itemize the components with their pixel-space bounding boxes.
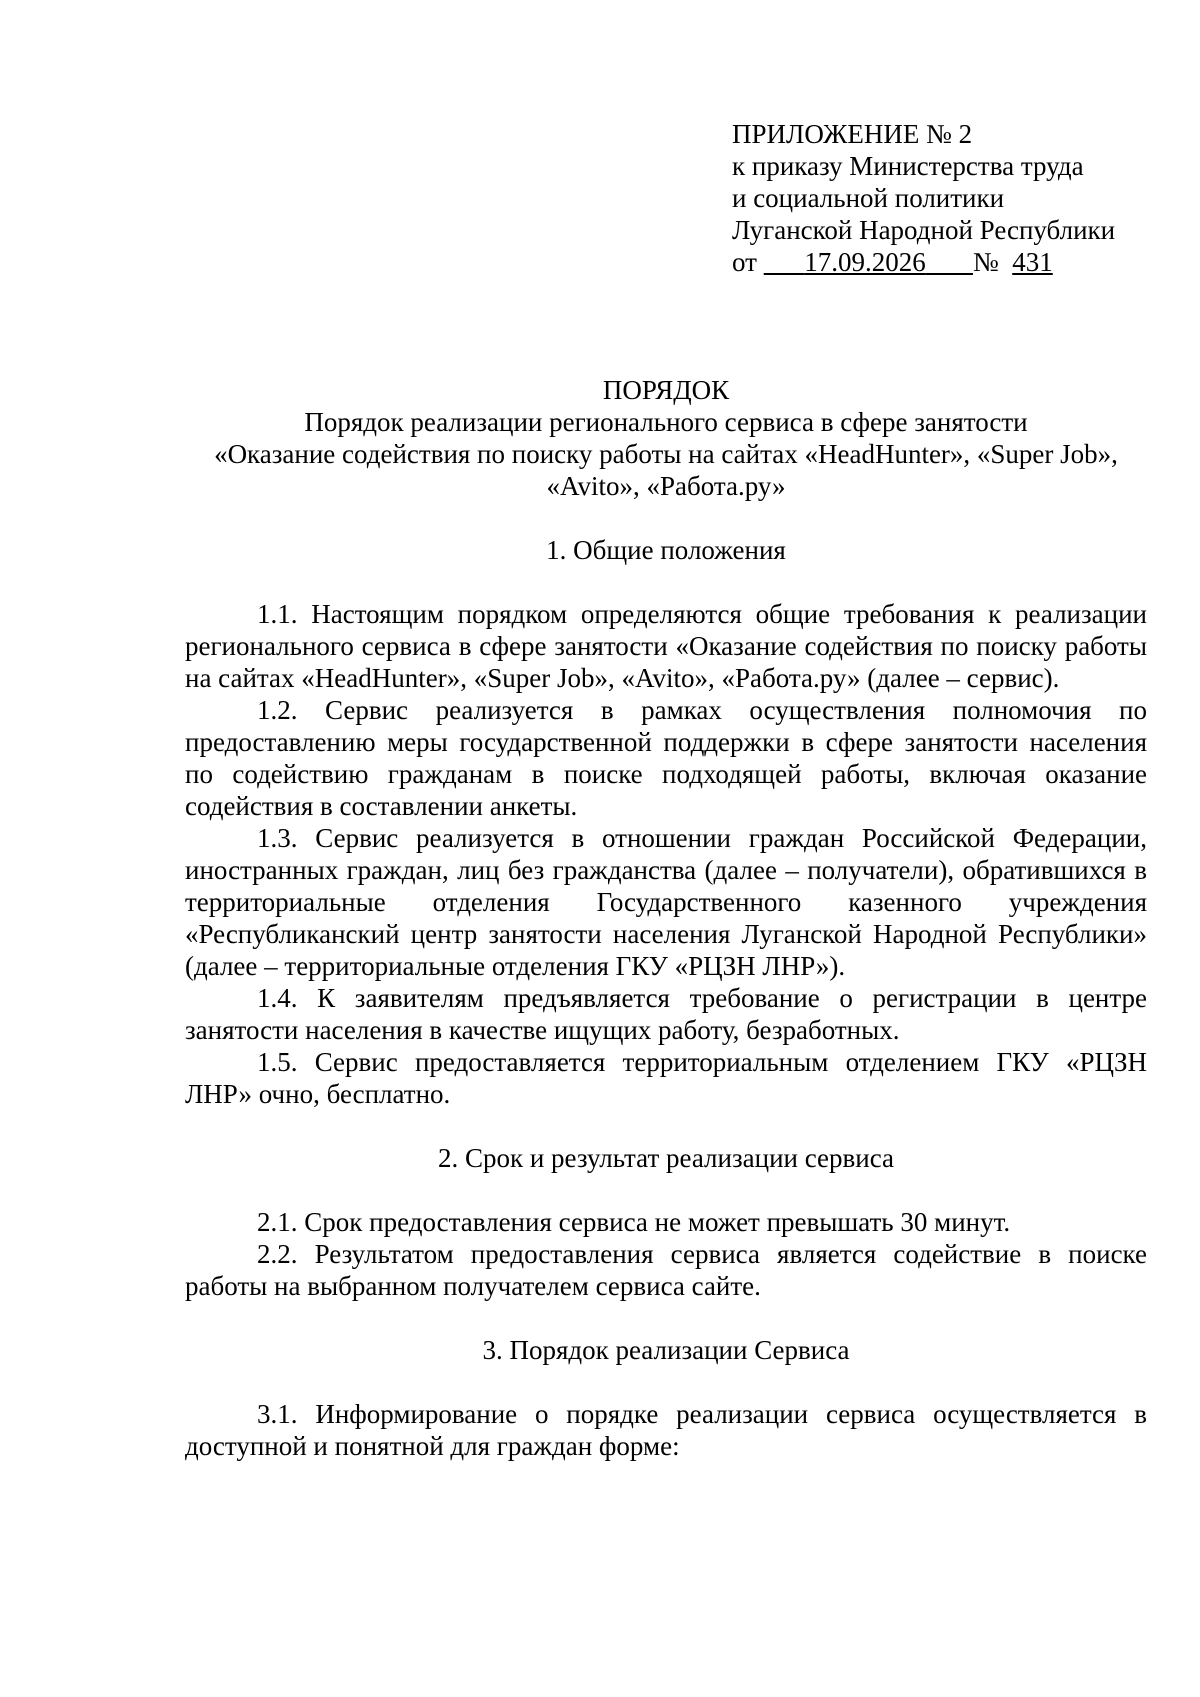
section-heading-3: 3. Порядок реализации Сервиса xyxy=(482,1335,850,1365)
paragraph-2-1: 2.1. Срок предоставления сервиса не может превышать 30 минут. xyxy=(257,1207,1011,1237)
paragraph-1-3: 1.3. Сервис реализуется в отношении граждан Российской Федерации, иностранных граждан, лиц без гражданства (далее – получатели), обратившихся в территориальные отделения Государственного казенного учреждения «Республиканский центр занятости населения Луганской Народной Республики» (далее – территориальные отделения ГКУ «РЦЗН ЛНР»). xyxy=(185,823,1147,981)
number-sign: № xyxy=(972,247,999,277)
subtitle-line-1: Порядок реализации регионального сервиса в сфере занятости xyxy=(304,407,1028,437)
paragraph-2-2: 2.2. Результатом предоставления сервиса является содействие в поиске работы на выбранном получателем сервиса сайте. xyxy=(185,1239,1147,1301)
approval-line-3: и социальной политики xyxy=(732,183,1005,213)
paragraph-1-2: 1.2. Сервис реализуется в рамках осуществления полномочия по предоставлению меры государственной поддержки в сфере занятости населения по содействию гражданам в поиске подходящей работы, включая оказание содействия в составлении анкеты. xyxy=(185,695,1147,821)
subtitle-line-2: «Оказание содействия по поиску работы на сайтах «HeadHunter», «Super Job», xyxy=(214,439,1118,469)
approval-line-4: Луганской Народной Республики xyxy=(732,215,1116,245)
approval-date-line xyxy=(732,246,1152,278)
date-prefix: от xyxy=(732,247,757,277)
approval-line-1: ПРИЛОЖЕНИЕ № 2 xyxy=(732,119,973,149)
order-number: 431 xyxy=(1012,247,1053,277)
document-title: ПОРЯДОК xyxy=(602,375,730,405)
document-body xyxy=(185,374,1147,1462)
approval-block xyxy=(732,118,1152,278)
section-heading-1: 1. Общие положения xyxy=(546,535,786,565)
order-date: 17.09.2026 xyxy=(804,247,926,277)
paragraph-3-1: 3.1. Информирование о порядке реализации сервиса осуществляется в доступной и понятной для граждан форме: xyxy=(185,1399,1147,1461)
paragraph-1-5: 1.5. Сервис предоставляется территориальным отделением ГКУ «РЦЗН ЛНР» очно, бесплатно. xyxy=(185,1047,1147,1109)
approval-line-2: к приказу Министерства труда xyxy=(732,151,1084,181)
paragraph-1-1: 1.1. Настоящим порядком определяются общие требования к реализации регионального сервиса в сфере занятости «Оказание содействия по поиску работы на сайтах «HeadHunter», «Super Job», «Avito», «Работа.ру» (далее – сервис). xyxy=(185,599,1147,693)
paragraph-1-4: 1.4. К заявителям предъявляется требование о регистрации в центре занятости населения в качестве ищущих работу, безработных. xyxy=(185,983,1147,1045)
subtitle-line-3: «Avito», «Работа.ру» xyxy=(546,471,786,501)
section-heading-2: 2. Срок и результат реализации сервиса xyxy=(437,1143,895,1173)
